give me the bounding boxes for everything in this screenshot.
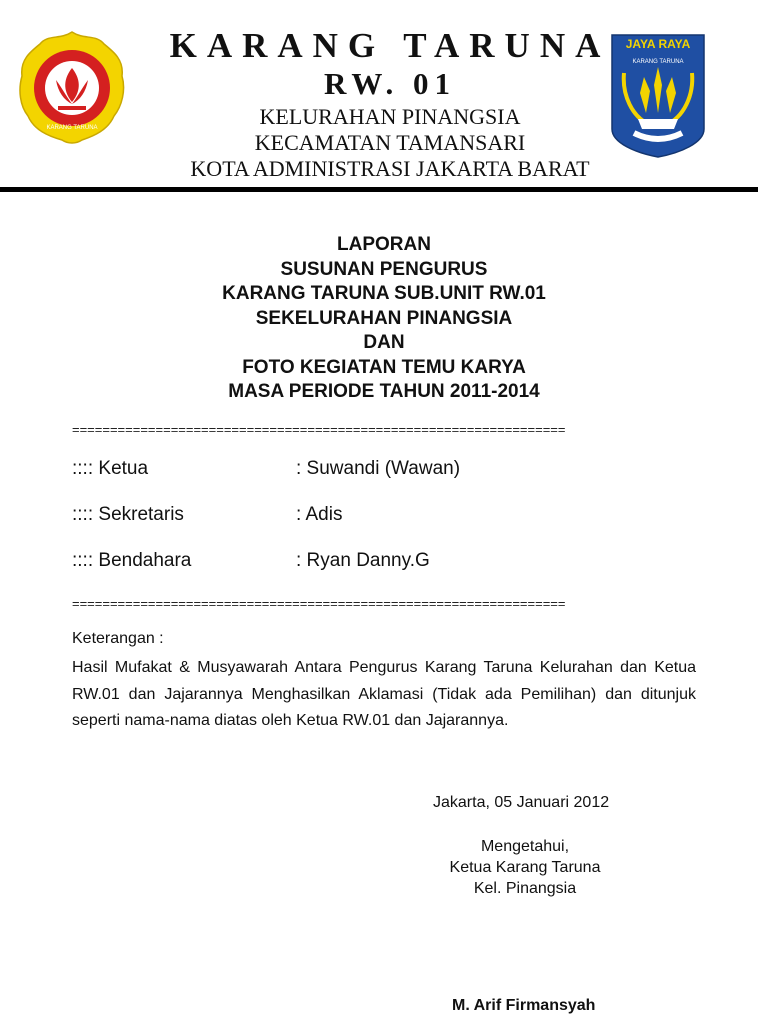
report-title-line: SUSUNAN PENGURUS [280, 258, 488, 280]
karang-taruna-logo [18, 30, 126, 146]
logo-right-banner-text: JAYA RAYA [625, 37, 691, 51]
signature-area: Kel. Pinangsia [473, 880, 577, 897]
org-unit: RW. 01 [324, 66, 456, 101]
report-title-line: SEKELURAHAN PINANGSIA [255, 307, 513, 329]
officer-value: : Adis [296, 504, 343, 525]
header-divider [0, 187, 758, 192]
report-title-line: KARANG TARUNA SUB.UNIT RW.01 [222, 283, 546, 304]
signature-acknowledged: Mengetahui, [480, 838, 570, 855]
officer-value: : Ryan Danny.G [296, 550, 430, 571]
report-title-line: LAPORAN [337, 234, 431, 255]
signature-position: Ketua Karang Taruna [449, 859, 601, 876]
logo-left-ring-text: KARANG TARUNA [46, 125, 98, 131]
org-title: KARANG TARUNA [169, 26, 611, 65]
header-line-kelurahan: KELURAHAN PINANGSIA [259, 104, 521, 129]
report-title-line: DAN [363, 332, 405, 353]
signer-name: M. Arif Firmansyah [452, 997, 596, 1014]
report-title-line: MASA PERIODE TAHUN 2011-2014 [228, 381, 540, 402]
officer-value: : Suwandi (Wawan) [296, 458, 461, 479]
logo-right-sub-text: KARANG TARUNA [632, 59, 684, 65]
notes-body: Hasil Mufakat & Musyawarah Antara Pengurus Karang Taruna Kelurahan dan Ketua RW.01 dan Jajarannya Menghasilkan Aklamasi (Tidak ada Pemilihan) dan ditunjuk seperti nama-nama diatas oleh Ketua RW.01 dan Jajarannya. [72, 659, 696, 729]
report-title [60, 233, 708, 405]
officer-label: :::: Sekretaris [72, 504, 184, 525]
notes-label: Keterangan : [72, 630, 164, 647]
separator-top: ================================================================= [72, 422, 566, 437]
place-date: Jakarta, 05 Januari 2012 [433, 794, 610, 811]
signature-block [420, 836, 630, 899]
header-line-kecamatan: KECAMATAN TAMANSARI [254, 130, 526, 155]
officer-label: :::: Ketua [72, 458, 149, 479]
header-line-kota: KOTA ADMINISTRASI JAKARTA BARAT [190, 156, 590, 181]
separator-bottom: ================================================================= [72, 596, 566, 611]
report-title-line: FOTO KEGIATAN TEMU KARYA [242, 356, 526, 378]
officer-label: :::: Bendahara [72, 550, 192, 571]
